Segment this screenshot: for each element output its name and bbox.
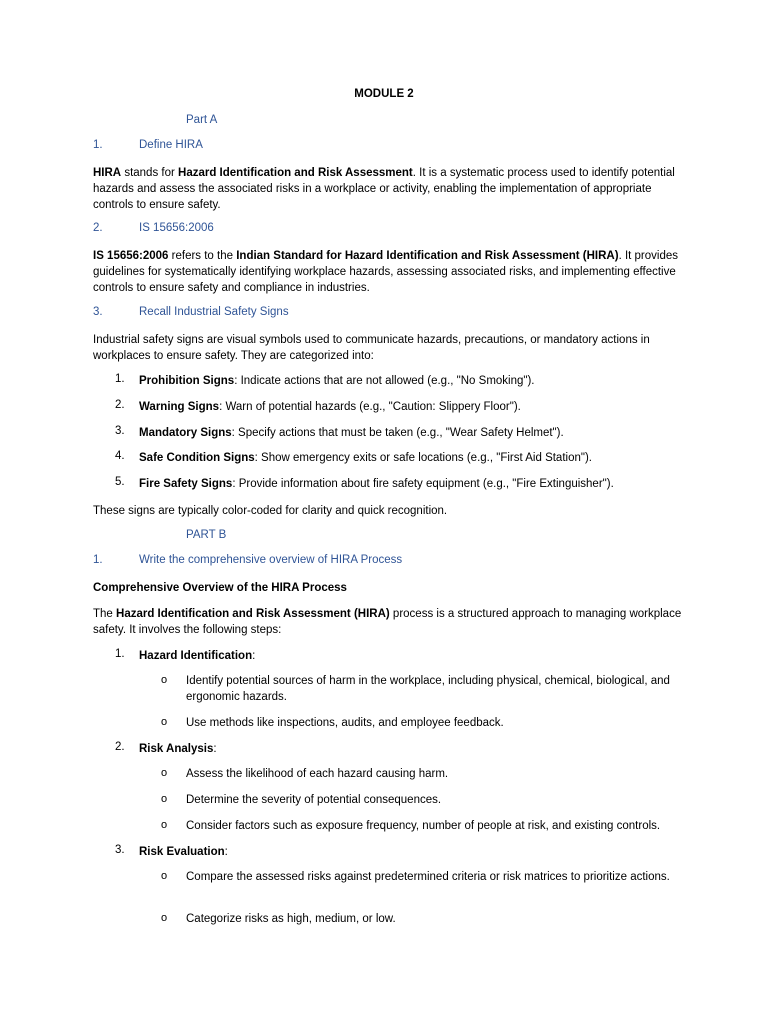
bold-term: Prohibition Signs [139, 375, 235, 387]
bold-term: Risk Analysis [139, 743, 214, 755]
bold-term: IS 15656:2006 [93, 250, 169, 262]
question-title: Define HIRA [139, 139, 203, 151]
standard-paragraph [93, 248, 683, 296]
bold-term: Hazard Identification and Risk Assessment [178, 167, 413, 179]
bullet-icon: o [161, 819, 168, 831]
bold-term: Mandatory Signs [139, 427, 232, 439]
text: : [252, 650, 256, 662]
list-number: 1. [115, 648, 125, 660]
bullet-text: Assess the likelihood of each hazard causing harm. [186, 768, 449, 780]
bullet-icon: o [161, 793, 168, 805]
list-item [139, 450, 699, 466]
step-heading [139, 741, 699, 757]
list-item [139, 476, 699, 492]
question-number: 1. [93, 554, 103, 566]
text: refers to the [168, 250, 237, 262]
list-number: 3. [115, 844, 125, 856]
bullet-text: Consider factors such as exposure frequency, number of people at risk, and existing controls. [186, 820, 661, 832]
bold-term: Warning Signs [139, 401, 220, 413]
bold-term: Fire Safety Signs [139, 478, 233, 490]
bold-term: HIRA [93, 167, 122, 179]
bullet-text: Identify potential sources of harm in the workplace, including physical, chemical, biological, and ergonomic hazards. [186, 675, 670, 703]
text: : [224, 846, 228, 858]
list-number: 4. [115, 450, 125, 462]
list-number: 2. [115, 741, 125, 753]
step-heading [139, 844, 699, 860]
bullet-icon: o [161, 767, 168, 779]
question-number: 2. [93, 222, 103, 234]
text: : Warn of potential hazards (e.g., "Caution: Slippery Floor"). [219, 401, 521, 413]
list-number: 3. [115, 425, 125, 437]
question-title: Recall Industrial Safety Signs [139, 306, 289, 318]
list-item [139, 373, 699, 389]
bold-term: Safe Condition Signs [139, 452, 255, 464]
text: process is a structured approach to managing workplace safety. It involves the following steps: [93, 608, 682, 636]
hira-process-intro [93, 606, 683, 638]
question-title: Write the comprehensive overview of HIRA Process [139, 554, 403, 566]
text: : [213, 743, 217, 755]
part-a-heading: Part A [186, 114, 218, 126]
bullet-icon: o [161, 716, 168, 728]
bold-term: Risk Evaluation [139, 846, 225, 858]
bold-term: Hazard Identification and Risk Assessment (HIRA) [116, 608, 390, 620]
bold-term: Hazard Identification [139, 650, 253, 662]
bullet-icon: o [161, 870, 168, 882]
safety-signs-paragraph: Industrial safety signs are visual symbols used to communicate hazards, precautions, or mandatory actions in workplaces to ensure safety. They are categorized into: [93, 334, 650, 362]
text: stands for [121, 167, 179, 179]
bullet-text: Categorize risks as high, medium, or low. [186, 913, 396, 925]
text: The [93, 608, 117, 620]
text: : Specify actions that must be taken (e.g., "Wear Safety Helmet"). [231, 427, 564, 439]
signs-note-paragraph: These signs are typically color-coded for clarity and quick recognition. [93, 505, 448, 517]
section-heading: Comprehensive Overview of the HIRA Process [93, 582, 347, 594]
bullet-icon: o [161, 912, 168, 924]
bullet-text: Determine the severity of potential consequences. [186, 794, 442, 806]
hira-definition-paragraph [93, 165, 683, 213]
question-title: IS 15656:2006 [139, 222, 214, 234]
question-number: 1. [93, 139, 103, 151]
list-item [139, 399, 699, 415]
part-b-heading: PART B [186, 529, 227, 541]
bullet-icon: o [161, 674, 168, 686]
bullet-text: Use methods like inspections, audits, and employee feedback. [186, 717, 504, 729]
text: : Show emergency exits or safe locations (e.g., "First Aid Station"). [254, 452, 592, 464]
list-number: 2. [115, 399, 125, 411]
bold-term: Indian Standard for Hazard Identification and Risk Assessment (HIRA) [236, 250, 619, 262]
question-number: 3. [93, 306, 103, 318]
list-item [139, 425, 699, 441]
text: : Indicate actions that are not allowed (e.g., "No Smoking"). [234, 375, 535, 387]
text: : Provide information about fire safety equipment (e.g., "Fire Extinguisher"). [232, 478, 614, 490]
module-title: MODULE 2 [354, 88, 414, 100]
bullet-text: Compare the assessed risks against predetermined criteria or risk matrices to prioritize actions. [186, 871, 670, 883]
list-number: 1. [115, 373, 125, 385]
text: . It provides guidelines for systematically identifying workplace hazards, assessing associated risks, and implementing effective controls to ensure safety and compliance in industries. [93, 250, 679, 294]
list-number: 5. [115, 476, 125, 488]
text: . It is a systematic process used to identify potential hazards and assess the associated risks in a workplace or activity, enabling the implementation of appropriate controls to ensure safety. [93, 167, 675, 211]
step-heading [139, 648, 699, 664]
